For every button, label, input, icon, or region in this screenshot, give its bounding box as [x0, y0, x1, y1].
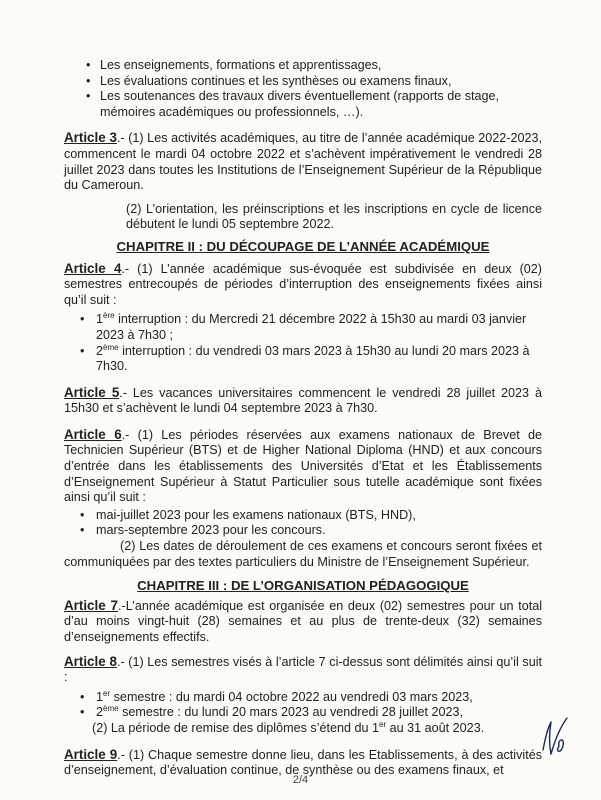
activities-list [64, 58, 542, 120]
article-label: Article 6 [64, 426, 122, 442]
article-6 [64, 427, 542, 506]
semester-list [64, 690, 542, 721]
chapter-title: DE L’ORGANISATION PÉDAGOGIQUE [227, 578, 469, 594]
interruption-list [64, 312, 542, 374]
chapter-3-heading [64, 578, 542, 594]
article-label: Article 5 [64, 384, 120, 400]
chapter-2-heading [64, 239, 542, 255]
exam-period-list [64, 508, 542, 539]
article-label: Article 9 [64, 746, 118, 762]
list-item: • Les soutenances des travaux divers éventuellement (rapports de stage, mémoires académiques ou professionnels, …). [64, 89, 542, 120]
list-item: • 2ème semestre : du lundi 20 mars 2023 au vendredi 28 juillet 2023, [64, 705, 542, 721]
list-item: • mars-septembre 2023 pour les concours. [64, 523, 542, 539]
article-label: Article 8 [64, 653, 117, 669]
list-item: • 1er semestre : du mardi 04 octobre 2022 au vendredi 03 mars 2023, [64, 690, 542, 706]
handwritten-initials-signature [537, 710, 571, 770]
chapter-title: DU DÉCOUPAGE DE L’ANNÉE ACADÉMIQUE [202, 238, 490, 254]
article-5 [64, 385, 542, 417]
list-item: • Les évaluations continues et les synthèses ou examens finaux, [64, 74, 542, 90]
article-3 [64, 130, 542, 193]
chapter-label: CHAPITRE III : [137, 578, 228, 594]
article-6-paragraph-2: (2) Les dates de déroulement de ces examens et concours seront fixées et communiquées par des textes particuliers du Ministre de l’Enseignement Supérieur. [64, 539, 542, 569]
article-label: Article 3 [64, 130, 117, 146]
list-item: • 2ème interruption : du vendredi 03 mars 2023 à 15h30 au lundi 20 mars 2023 à 7h30. [64, 344, 542, 375]
article-text: .- (1) Les périodes réservées aux examens nationaux de Brevet de Technicien Supérieur (BTS) et de Higher National Diploma (HND) et aux concours d’entrée dans les établissements des Universités d’Etat et les Établissements d’Enseignement Supérieur à Statut Particulier sous tutelle académique sont fixées ainsi qu’il suit : [64, 427, 543, 505]
article-text: .- (1) Chaque semestre donne lieu, dans les Etablissements, à des activités d’enseignement, d’évaluation continue, de synthèse ou des examens finaux, et [64, 747, 542, 778]
article-7 [64, 598, 542, 646]
article-4 [64, 261, 542, 309]
document-page [64, 58, 542, 779]
article-label: Article 7 [64, 597, 119, 613]
article-text: .- (1) Les activités académiques, au titre de l’année académique 2022-2023, commencent le mardi 04 octobre 2022 et s’achèvent impérativement le vendredi 28 juillet 2023 dans toutes les Institutions de l’Enseignement Supérieur de la République du Cameroun. [64, 131, 543, 193]
article-text: .- Les vacances universitaires commencent le vendredi 28 juillet 2023 à 15h30 et s’achèvent le lundi 04 septembre 2023 à 7h30. [64, 385, 543, 416]
list-item: • 1ère interruption : du Mercredi 21 décembre 2022 à 15h30 au mardi 03 janvier 2023 à 7h30 ; [64, 312, 542, 343]
article-8-paragraph-2: (2) La période de remise des diplômes s’étend du 1er au 31 août 2023. [92, 719, 485, 735]
list-item: • mai-juillet 2023 pour les examens nationaux (BTS, HND), [64, 508, 542, 524]
list-item: • Les enseignements, formations et apprentissages, [64, 58, 542, 74]
article-text: .- (1) L’année académique sus-évoquée est subdivisée en deux (02) semestres entrecoupés de périodes d’interruption des enseignements fixées ainsi qu’il suit : [64, 261, 543, 307]
chapter-label: CHAPITRE II : [116, 238, 203, 254]
article-text: .- (1) Les semestres visés à l’article 7 ci-dessus sont délimités ainsi qu’il suit : [64, 654, 542, 685]
article-label: Article 4 [64, 260, 122, 276]
article-8 [64, 654, 542, 686]
article-text: .-L’année académique est organisée en deux (02) semestres pour un total d’au moins vingt-huit (28) semaines et au plus de trente-deux (32) semaines d’enseignements effectifs. [64, 598, 543, 644]
page-number: 2/4 [292, 774, 309, 786]
article-3-paragraph-2: (2) L’orientation, les préinscriptions et les inscriptions en cycle de licence débutent le lundi 05 septembre 2022. [126, 201, 542, 232]
